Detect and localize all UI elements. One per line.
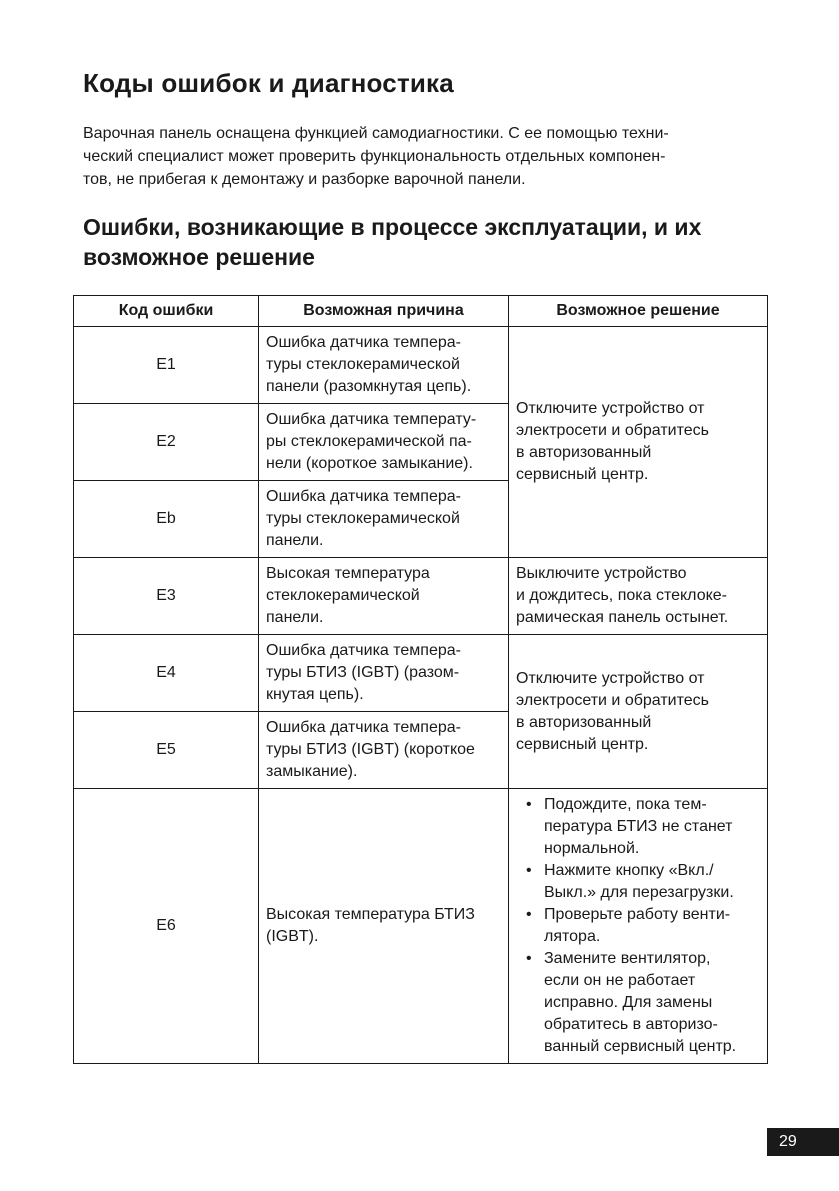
solution-bullet bbox=[524, 860, 760, 904]
cause-line: (IGBT). bbox=[266, 928, 319, 945]
cause-line: замыкание). bbox=[266, 763, 358, 780]
bullet-line: Выкл.» для перезагрузки. bbox=[544, 884, 734, 901]
error-code: Eb bbox=[74, 481, 259, 558]
intro-line: ческий специалист может проверить функциональность отдельных компонен- bbox=[83, 148, 666, 165]
error-solution bbox=[509, 327, 768, 558]
solution-line: сервисный центр. bbox=[516, 466, 649, 483]
bullet-line: ванный сервисный центр. bbox=[544, 1038, 737, 1055]
bullet-line: пература БТИЗ не станет bbox=[544, 818, 733, 835]
error-cause bbox=[259, 789, 509, 1064]
solution-bullet-list bbox=[516, 794, 760, 1058]
bullet-line: исправно. Для замены bbox=[544, 994, 713, 1011]
section-heading-line: Ошибки, возникающие в процессе эксплуатации, и их bbox=[83, 214, 702, 240]
cause-line: Высокая температура БТИЗ bbox=[266, 906, 475, 923]
solution-line: рамическая панель остынет. bbox=[516, 609, 729, 626]
error-codes-table bbox=[73, 295, 768, 1064]
solution-line: в авторизованный bbox=[516, 713, 652, 731]
cause-line: туры стеклокерамической bbox=[266, 510, 460, 527]
solution-line: сервисный центр. bbox=[516, 735, 649, 753]
cause-line: Ошибка датчика температу- bbox=[266, 411, 477, 428]
table-row bbox=[74, 558, 768, 635]
error-code: E4 bbox=[74, 635, 259, 712]
solution-line: электросети и обратитесь bbox=[516, 691, 709, 709]
solution-line: Отключите устройство от bbox=[516, 669, 705, 687]
table-header-row bbox=[74, 296, 768, 327]
page-number: 29 bbox=[767, 1128, 839, 1156]
bullet-line: если он не работает bbox=[544, 972, 696, 989]
bullet-line: Проверьте работу венти- bbox=[544, 906, 731, 923]
error-solution bbox=[509, 635, 768, 789]
error-cause bbox=[259, 404, 509, 481]
table-row bbox=[74, 789, 768, 1064]
error-code: E6 bbox=[74, 789, 259, 1064]
section-heading bbox=[83, 212, 773, 272]
solution-bullet bbox=[524, 794, 760, 860]
error-cause bbox=[259, 327, 509, 404]
solution-bullet bbox=[524, 948, 760, 1058]
bullet-line: обратитесь в авторизо- bbox=[544, 1016, 718, 1033]
error-solution bbox=[509, 558, 768, 635]
cause-line: нели (короткое замыкание). bbox=[266, 455, 473, 472]
bullet-line: Замените вентилятор, bbox=[544, 950, 711, 967]
section-heading-line: возможное решение bbox=[83, 244, 315, 270]
error-cause bbox=[259, 481, 509, 558]
cause-line: Ошибка датчика темпера- bbox=[266, 334, 461, 351]
intro-paragraph bbox=[83, 122, 763, 191]
error-code: E3 bbox=[74, 558, 259, 635]
cause-line: Ошибка датчика темпера- bbox=[266, 642, 461, 659]
bullet-line: Нажмите кнопку «Вкл./ bbox=[544, 862, 714, 879]
error-code: E5 bbox=[74, 712, 259, 789]
cause-line: Высокая температура bbox=[266, 565, 430, 582]
cause-line: ры стеклокерамической па- bbox=[266, 433, 472, 450]
solution-line: в авторизованный bbox=[516, 444, 652, 461]
bullet-line: нормальной. bbox=[544, 840, 640, 857]
cause-line: Ошибка датчика темпера- bbox=[266, 488, 461, 505]
table-row bbox=[74, 635, 768, 712]
cause-line: стеклокерамической bbox=[266, 587, 420, 604]
cause-line: кнутая цепь). bbox=[266, 686, 364, 703]
header-code: Код ошибки bbox=[74, 296, 259, 327]
cause-line: панели (разомкнутая цепь). bbox=[266, 378, 472, 395]
cause-line: панели. bbox=[266, 609, 324, 626]
page-title: Коды ошибок и диагностика bbox=[83, 68, 454, 98]
error-code: E2 bbox=[74, 404, 259, 481]
cause-line: панели. bbox=[266, 532, 324, 549]
bullet-line: Подождите, пока тем- bbox=[544, 796, 707, 813]
cause-line: туры стеклокерамической bbox=[266, 356, 460, 373]
solution-line: и дождитесь, пока стеклоке- bbox=[516, 587, 727, 604]
error-cause bbox=[259, 558, 509, 635]
cause-line: туры БТИЗ (IGBT) (разом- bbox=[266, 664, 460, 681]
bullet-line: лятора. bbox=[544, 928, 601, 945]
header-cause: Возможная причина bbox=[259, 296, 509, 327]
table-row bbox=[74, 327, 768, 404]
solution-line: Выключите устройство bbox=[516, 565, 687, 582]
error-code: E1 bbox=[74, 327, 259, 404]
error-solution bbox=[509, 789, 768, 1064]
cause-line: туры БТИЗ (IGBT) (короткое bbox=[266, 741, 475, 758]
error-cause bbox=[259, 712, 509, 789]
solution-line: Отключите устройство от bbox=[516, 400, 705, 417]
header-solution: Возможное решение bbox=[509, 296, 768, 327]
intro-line: тов, не прибегая к демонтажу и разборке варочной панели. bbox=[83, 171, 526, 188]
intro-line: Варочная панель оснащена функцией самодиагностики. С ее помощью техни- bbox=[83, 125, 669, 142]
solution-bullet bbox=[524, 904, 760, 948]
cause-line: Ошибка датчика темпера- bbox=[266, 719, 461, 736]
error-cause bbox=[259, 635, 509, 712]
solution-line: электросети и обратитесь bbox=[516, 422, 709, 439]
